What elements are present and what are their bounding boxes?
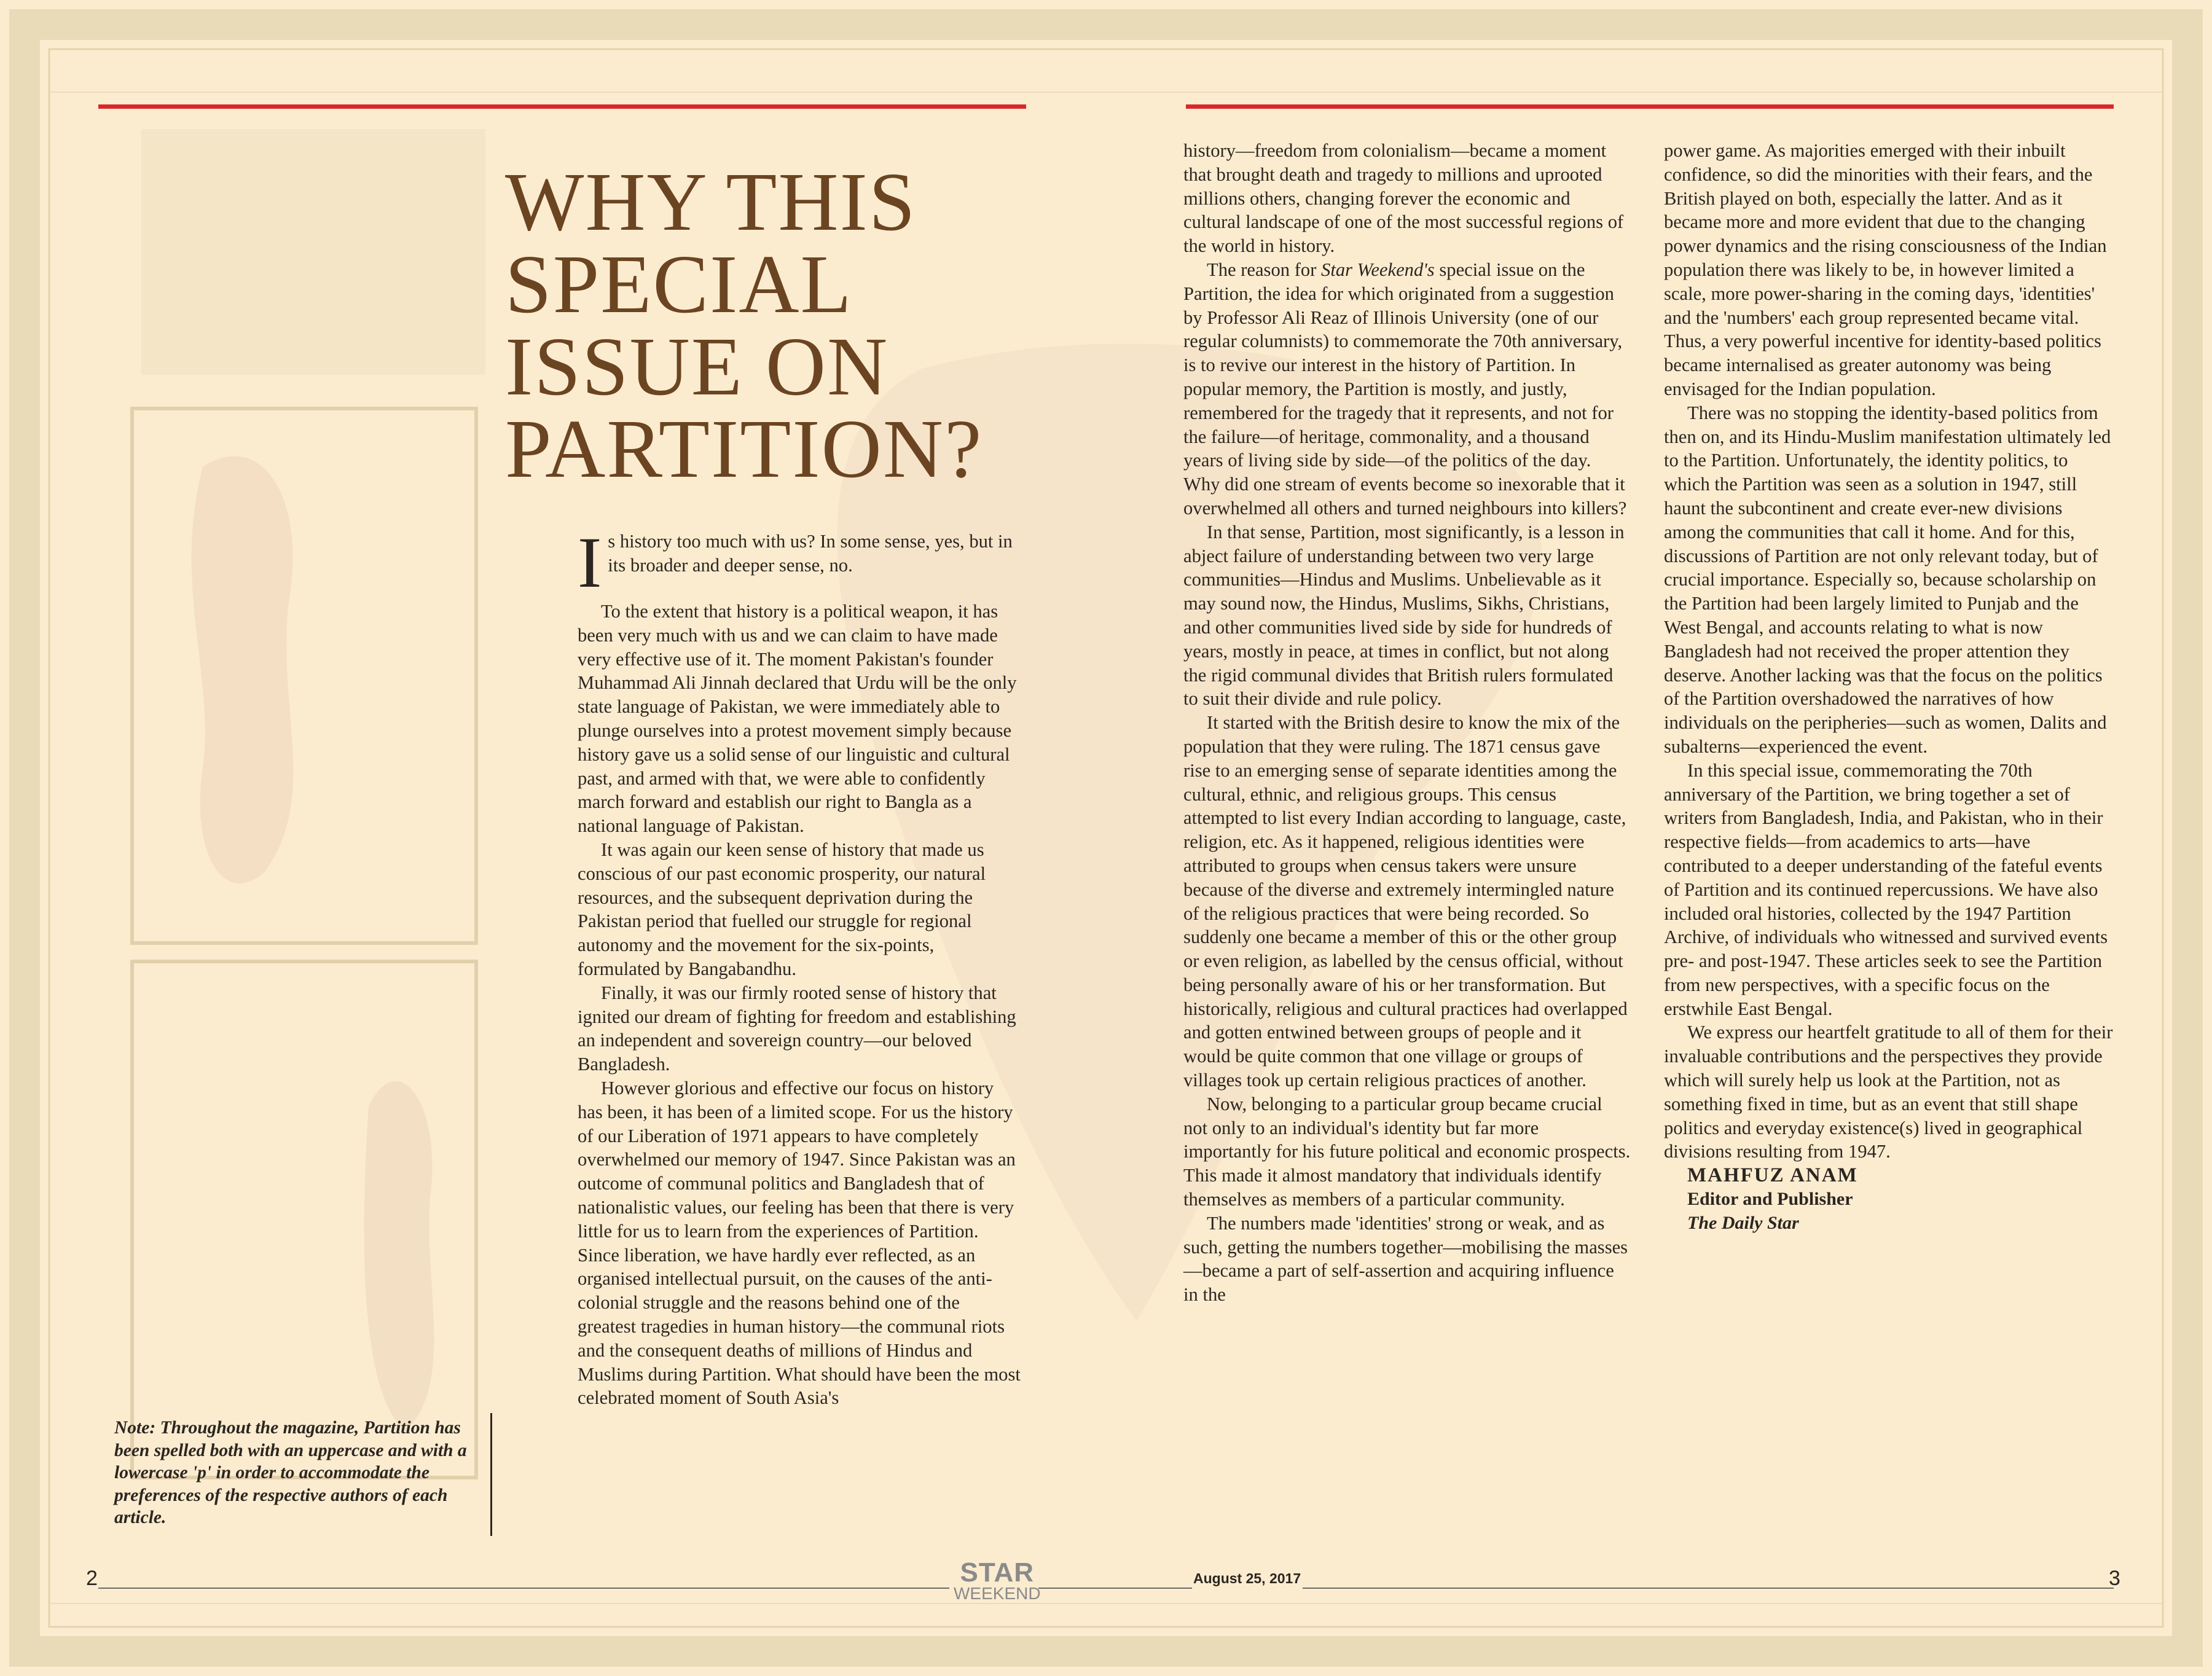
body-paragraph: There was no stopping the identity-based politics from then on, and its Hindu-Muslim manifestation ultimately led to the Partition. Unfortunately, the identity politics, to which the Partition was seen as a solution in 1947, still haunt the subcontinent and create ever-new divisions among the communities that call it home. And for this, discussions of Partition are not only relevant today, but of crucial importance. Especially so, because scholarship on the Partition had been largely limited to Punjab and the West Bengal, and accounts relating to what is now Bangladesh had not received the proper attention they deserve. Another lacking was that the focus on the politics of the Partition overshadowed the narratives of how individuals on the peripheries—such as women, Dalits and subalterns—experienced the event.	[1664, 402, 2111, 757]
logo-top-text: STAR	[960, 1557, 1035, 1588]
page-headline	[505, 156, 1058, 495]
footer-rule	[98, 1588, 949, 1589]
headline-line: PARTITION?	[505, 403, 983, 495]
article-column-1	[578, 522, 1021, 1410]
body-paragraph: We express our heartfelt gratitude to all of them for their invaluable contributions and the perspectives they provide which will surely help us look at the Partition, not as something fixed in time, but as an event that still shape politics and everyday existence(s) lived in geographical divisions resulting from 1947.	[1664, 1022, 2113, 1162]
drop-cap: I	[578, 522, 602, 603]
article-column-2	[1183, 139, 1631, 1307]
body-paragraph: To the extent that history is a political weapon, it has been very much with us and we can claim to have made very effective use of it. The moment Pakistan's founder Muhammad Ali Jinnah declared that Urdu will be the only state language of Pakistan, we were immediately able to plunge ourselves into a protest movement simply because history gave us a solid sense of our linguistic and cultural past, and armed with that, we were able to confidently march forward and establish our right to Bangla as a national language of Pakistan.	[578, 601, 1017, 837]
body-paragraph: Finally, it was our firmly rooted sense of history that ignited our dream of fighting for freedom and establishing an independent and sovereign country—our beloved Bangladesh.	[578, 982, 1016, 1075]
headline-line: ISSUE ON	[505, 321, 889, 413]
body-paragraph: The numbers made 'identities' strong or weak, and as such, getting the numbers together—mobilising the masses—became a part of self-assertion and acquiring influence in the	[1183, 1212, 1628, 1306]
body-paragraph: In that sense, Partition, most significantly, is a lesson in abject failure of understanding between two very large communities—Hindus and Muslims. Unbelievable as it may sound now, the Hindus, Muslims, Sikhs, Christians, and other communities lived side by side for hundreds of years, mostly in peace, at times in conflict, but not along the rigid communal divides that British rulers formulated to suit their divide and rule policy.	[1183, 521, 1625, 710]
body-paragraph-continued: history—freedom from colonialism—became a moment that brought death and tragedy to millions and uprooted millions others, changing forever the economic and cultural landscape of one of the most successful regions of the world in history.	[1183, 140, 1624, 257]
body-paragraph-continued: power game. As majorities emerged with their inbuilt confidence, so did the minorities with their fears, and the British played on both, especially the latter. And as it became more and more evident that due to the changing power dynamics and the rising consciousness of the Indian population there was likely to be, in however limited a scale, more power-sharing in the coming days, 'identities' and the 'numbers' each group represented became vital. Thus, a very powerful incentive for identity-based politics became internalised as greater autonomy was being envisaged for the Indian population.	[1664, 140, 2107, 399]
author-role: Editor and Publisher	[1687, 1189, 1853, 1210]
spelling-note: Note: Throughout the magazine, Partition has been spelled both with an uppercase and with a lowercase 'p' in order to accommodate the preferences of the respective authors of each article.	[114, 1418, 467, 1527]
headline-line: WHY THIS	[505, 156, 917, 248]
note-divider	[490, 1413, 492, 1536]
body-paragraph	[1183, 258, 1631, 520]
body-paragraph: Now, belonging to a particular group became crucial not only to an individual's identity but far more importantly for his future political and economic prospects. This made it almost mandatory that individuals identify themselves as members of a particular community.	[1183, 1093, 1631, 1210]
body-paragraph: In this special issue, commemorating the 70th anniversary of the Partition, we bring together a set of writers from Bangladesh, India, and Pakistan, who in their respective fields—from academics to arts—have contributed to a deeper understanding of the fateful events of Partition and its continued repercussions. We have also included oral histories, collected by the 1947 Partition Archive, of individuals who witnessed and survived events pre- and post-1947. These articles seek to see the Partition from new perspectives, with a specific focus on the erstwhile East Bengal.	[1664, 759, 2108, 1019]
article-column-3	[1664, 139, 2116, 1235]
author-organization: The Daily Star	[1687, 1212, 1799, 1233]
publication-name: Star Weekend's	[1321, 259, 1435, 280]
star-weekend-logo	[954, 1559, 1041, 1602]
top-red-rule-left	[98, 104, 1026, 109]
text-run: special issue on the Partition, the idea for which originated from a suggestion by Professor Ali Reaz of Illinois University (one of our regular columnists) to commemorate the 70th anniversary, is to revive our interest in the history of Partition. In popular memory, the Partition is mostly, and justly, remembered for the tragedy that it represents, and not for the failure—of heritage, commonality, and a thousand years of living side by side—of the politics of the day. Why did one stream of events become so inexorable that it overwhelmed all others and turned neighbours into killers?	[1183, 259, 1627, 519]
footer-rule	[1038, 1588, 1192, 1589]
author-signature	[1664, 1164, 2116, 1235]
body-paragraph: However glorious and effective our focus on history has been, it has been of a limited scope. For us the history of our Liberation of 1971 appears to have completely overwhelmed our memory of 1947. Since Pakistan was an outcome of communal politics and Bangladesh that of nationalistic values, our feeling has been that there is very little for us to learn from the experiences of Partition. Since liberation, we have hardly ever reflected, as an organised intellectual pursuit, on the causes of the anti-colonial struggle and the reasons behind one of the greatest tragedies in human history—the communal riots and the consequent deaths of millions of Hindus and Muslims during Partition. What should have been the most celebrated moment of South Asia's	[578, 1077, 1021, 1409]
page-number-left: 2	[86, 1567, 98, 1590]
issue-date: August 25, 2017	[1193, 1570, 1301, 1586]
text-run: The reason for	[1207, 259, 1322, 280]
headline-line: SPECIAL	[505, 238, 853, 331]
top-red-rule-right	[1186, 104, 2114, 109]
body-paragraph: It started with the British desire to know the mix of the population that they were ruling. The 1871 census gave rise to an emerging sense of separate identities among the cultural, ethnic, and religious groups. This census attempted to list every Indian according to language, caste, religion, etc. As it happened, religious identities were attributed to groups when census takers were unsure because of the diverse and extremely intermingled nature of the religious practices that were being recorded. So suddenly one became a member of this or the other group or even religion, as labelled by the census official, without being personally aware of his or her transformation. But historically, religious and cultural practices had overlapped and gotten entwined between groups of people and it would be quite common that one village or groups of villages took up certain religious practices of another.	[1183, 712, 1628, 1091]
footer-rule	[1303, 1588, 2114, 1589]
page-number-right: 3	[2109, 1567, 2120, 1590]
body-paragraph: It was again our keen sense of history that made us conscious of our past economic prosperity, our natural resources, and the subsequent deprivation during the Pakistan period that fuelled our struggle for regional autonomy and the movement for the six-points, formulated by Bangabandhu.	[578, 839, 986, 979]
lead-text: s history too much with us? In some sense, yes, but in its broader and deeper sense, no.	[608, 531, 1013, 576]
logo-bottom-text: WEEKEND	[954, 1584, 1041, 1603]
lead-paragraph	[578, 522, 1021, 603]
author-name: MAHFUZ ANAM	[1687, 1164, 1858, 1187]
